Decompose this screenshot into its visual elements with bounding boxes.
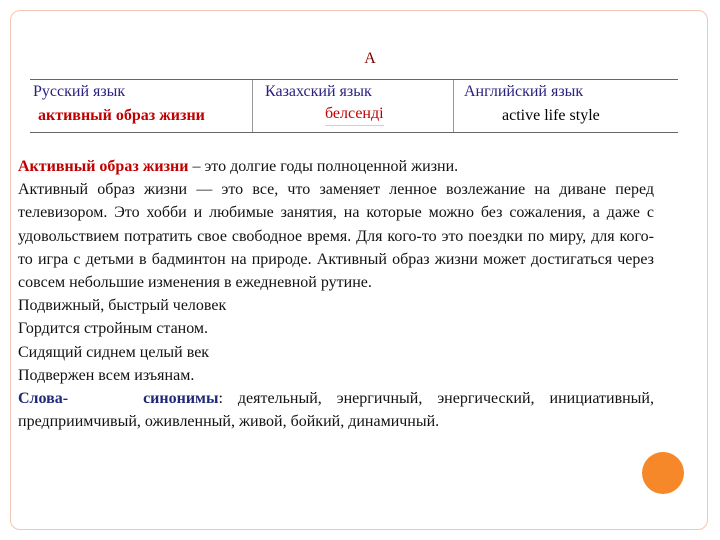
poem-line-2: Гордится стройным станом. xyxy=(18,320,209,338)
lead-term: Активный образ жизни xyxy=(18,158,189,175)
column-english xyxy=(452,80,678,132)
content-body xyxy=(18,155,654,433)
synonyms-label: Слова- xyxy=(18,390,69,408)
header-russian: Русский язык xyxy=(33,83,126,100)
poem-line-1: Подвижный, быстрый человек xyxy=(18,297,227,315)
synonyms-label-2: синонимы xyxy=(143,390,219,408)
column-kazakh xyxy=(252,80,454,132)
lead-rest: – это долгие годы полноценной жизни. xyxy=(188,158,459,175)
synonyms-paragraph xyxy=(18,387,654,433)
lead-line xyxy=(18,155,654,178)
synonyms-text: деятельный, энергичный, энергический, инициативный, предприимчивый, оживленный, живой, бойкий, динамичный. xyxy=(18,390,654,431)
column-russian xyxy=(30,80,252,132)
value-kazakh xyxy=(325,105,384,123)
poem-line-4: Подвержен всем изъянам. xyxy=(18,366,195,384)
decorative-orange-circle xyxy=(642,452,684,494)
value-russian: активный образ жизни xyxy=(38,107,205,124)
page-title: А xyxy=(364,50,376,67)
synonyms-colon: : xyxy=(218,390,223,408)
main-paragraph: Активный образ жизни — это все, что заменяет ленное возлежание на диване перед телевизором. Это хобби и любимые занятия, на которые можно без сожаления, а даже с удовольствием потратить свое свободное время. Для кого-то это поездки по миру, для кого-то игра с детьми в бадминтон на природе. Активный образ жизни может достигаться через совсем небольшие изменения в ежедневной рутине. xyxy=(18,181,654,292)
translation-table xyxy=(30,79,678,133)
value-kazakh-text: белсенді xyxy=(325,105,384,122)
header-english: Английский язык xyxy=(464,83,584,100)
poem-line-3: Сидящий сиднем целый век xyxy=(18,343,210,361)
header-kazakh: Казахский язык xyxy=(265,83,372,100)
value-english: active life style xyxy=(502,107,600,124)
value-kazakh-underline xyxy=(325,125,384,126)
